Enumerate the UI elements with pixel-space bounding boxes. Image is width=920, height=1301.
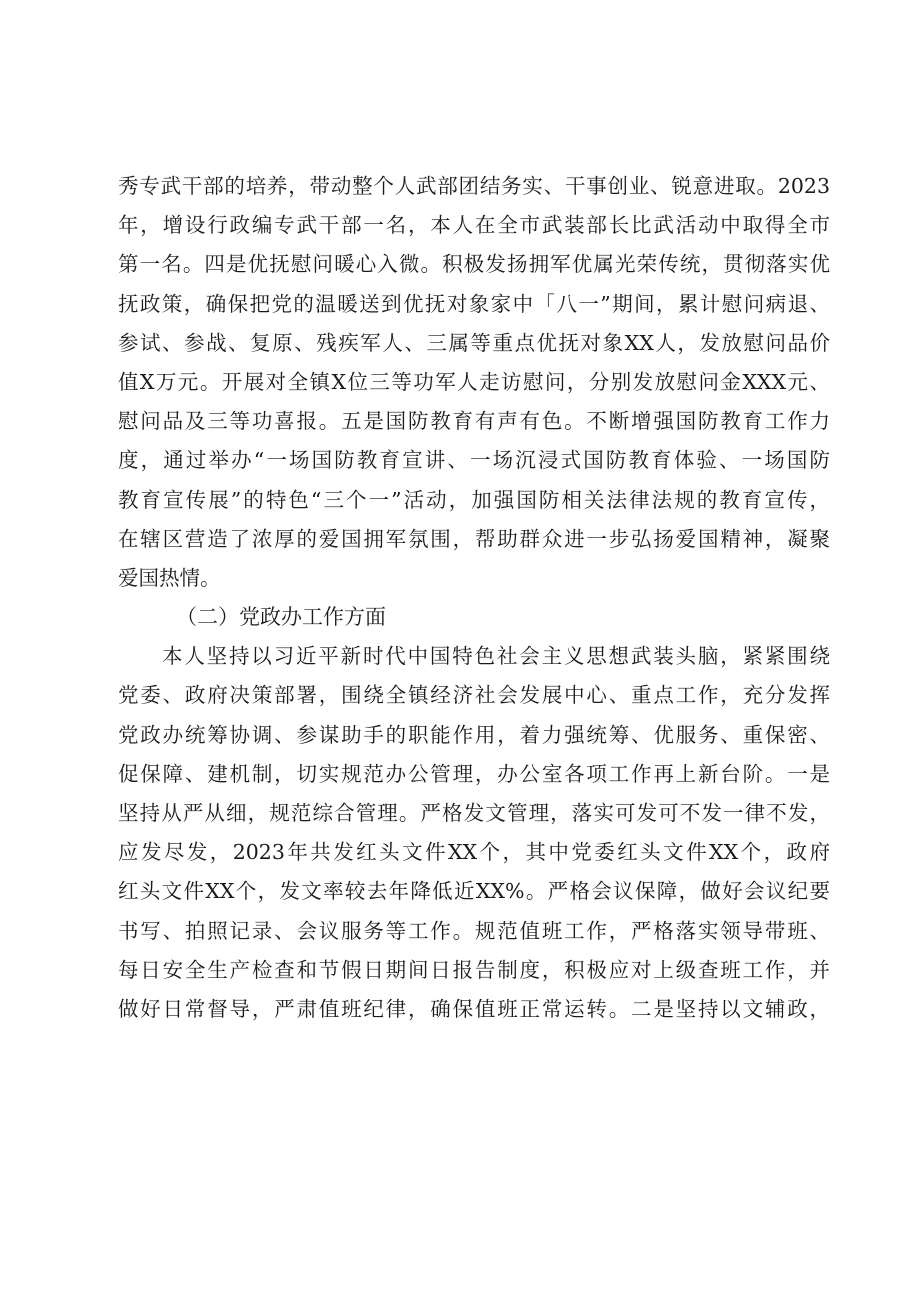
text-line: 在辖区营造了浓厚的爱国拥军氛围，帮助群众进一步弘扬爱国精神，凝聚 [118,526,830,551]
text-line: 秀专武干部的培养，带动整个人武部团结务实、干事创业、锐意进取。2023 [118,174,830,198]
text-line: 抚政策，确保把党的温暖送到优抚对象家中「八一”期间，累计慰问病退、 [118,291,830,316]
text-line: 做好日常督导，严肃值班纪律，确保值班正常运转。二是坚持以文辅政， [118,996,830,1021]
text-line: 党委、政府决策部署，围绕全镇经济社会发展中心、重点工作，充分发挥 [118,683,830,708]
text-line: 本人坚持以习近平新时代中国特色社会主义思想武装头脑，紧紧围绕 [162,644,830,669]
text-line: 度，通过举办“一场国防教育宣讲、一场沉浸式国防教育体验、一场国防 [118,448,830,473]
text-line: 爱国热情。 [118,565,221,590]
text-line: 年，增设行政编专武干部一名，本人在全市武装部长比武活动中取得全市 [118,213,830,238]
section-heading: （二）党政办工作方面 [176,605,386,630]
text-line: 慰问品及三等功喜报。五是国防教育有声有色。不断增强国防教育工作力 [118,409,830,434]
text-line: 参试、参战、复原、残疾军人、三属等重点优抚对象XX人，发放慰问品价 [118,330,830,355]
text-line: 书写、拍照记录、会议服务等工作。规范值班工作，严格落实领导带班、 [118,918,830,943]
text-line: 应发尽发，2023年共发红头文件XX个，其中党委红头文件XX个，政府 [118,840,830,865]
text-line: 党政办统筹协调、参谋助手的职能作用，着力强统筹、优服务、重保密、 [118,722,830,747]
text-line: 每日安全生产检查和节假日期间日报告制度，积极应对上级查班工作，并 [118,957,830,982]
text-line: 值X万元。开展对全镇X位三等功军人走访慰问，分别发放慰问金XXX元、 [118,369,830,394]
text-line: 促保障、建机制，切实规范办公管理，办公室各项工作再上新台阶。一是 [118,761,830,786]
text-line: 红头文件XX个，发文率较去年降低近XX%。严格会议保障，做好会议纪要 [118,879,830,904]
document-body [118,167,830,1029]
text-line: 教育宣传展”的特色“三个一”活动，加强国防相关法律法规的教育宣传， [118,487,830,512]
text-line: 第一名。四是优抚慰问暖心入微。积极发扬拥军优属光荣传统，贯彻落实优 [118,252,830,277]
text-line: 坚持从严从细，规范综合管理。严格发文管理，落实可发可不发一律不发， [118,801,830,825]
